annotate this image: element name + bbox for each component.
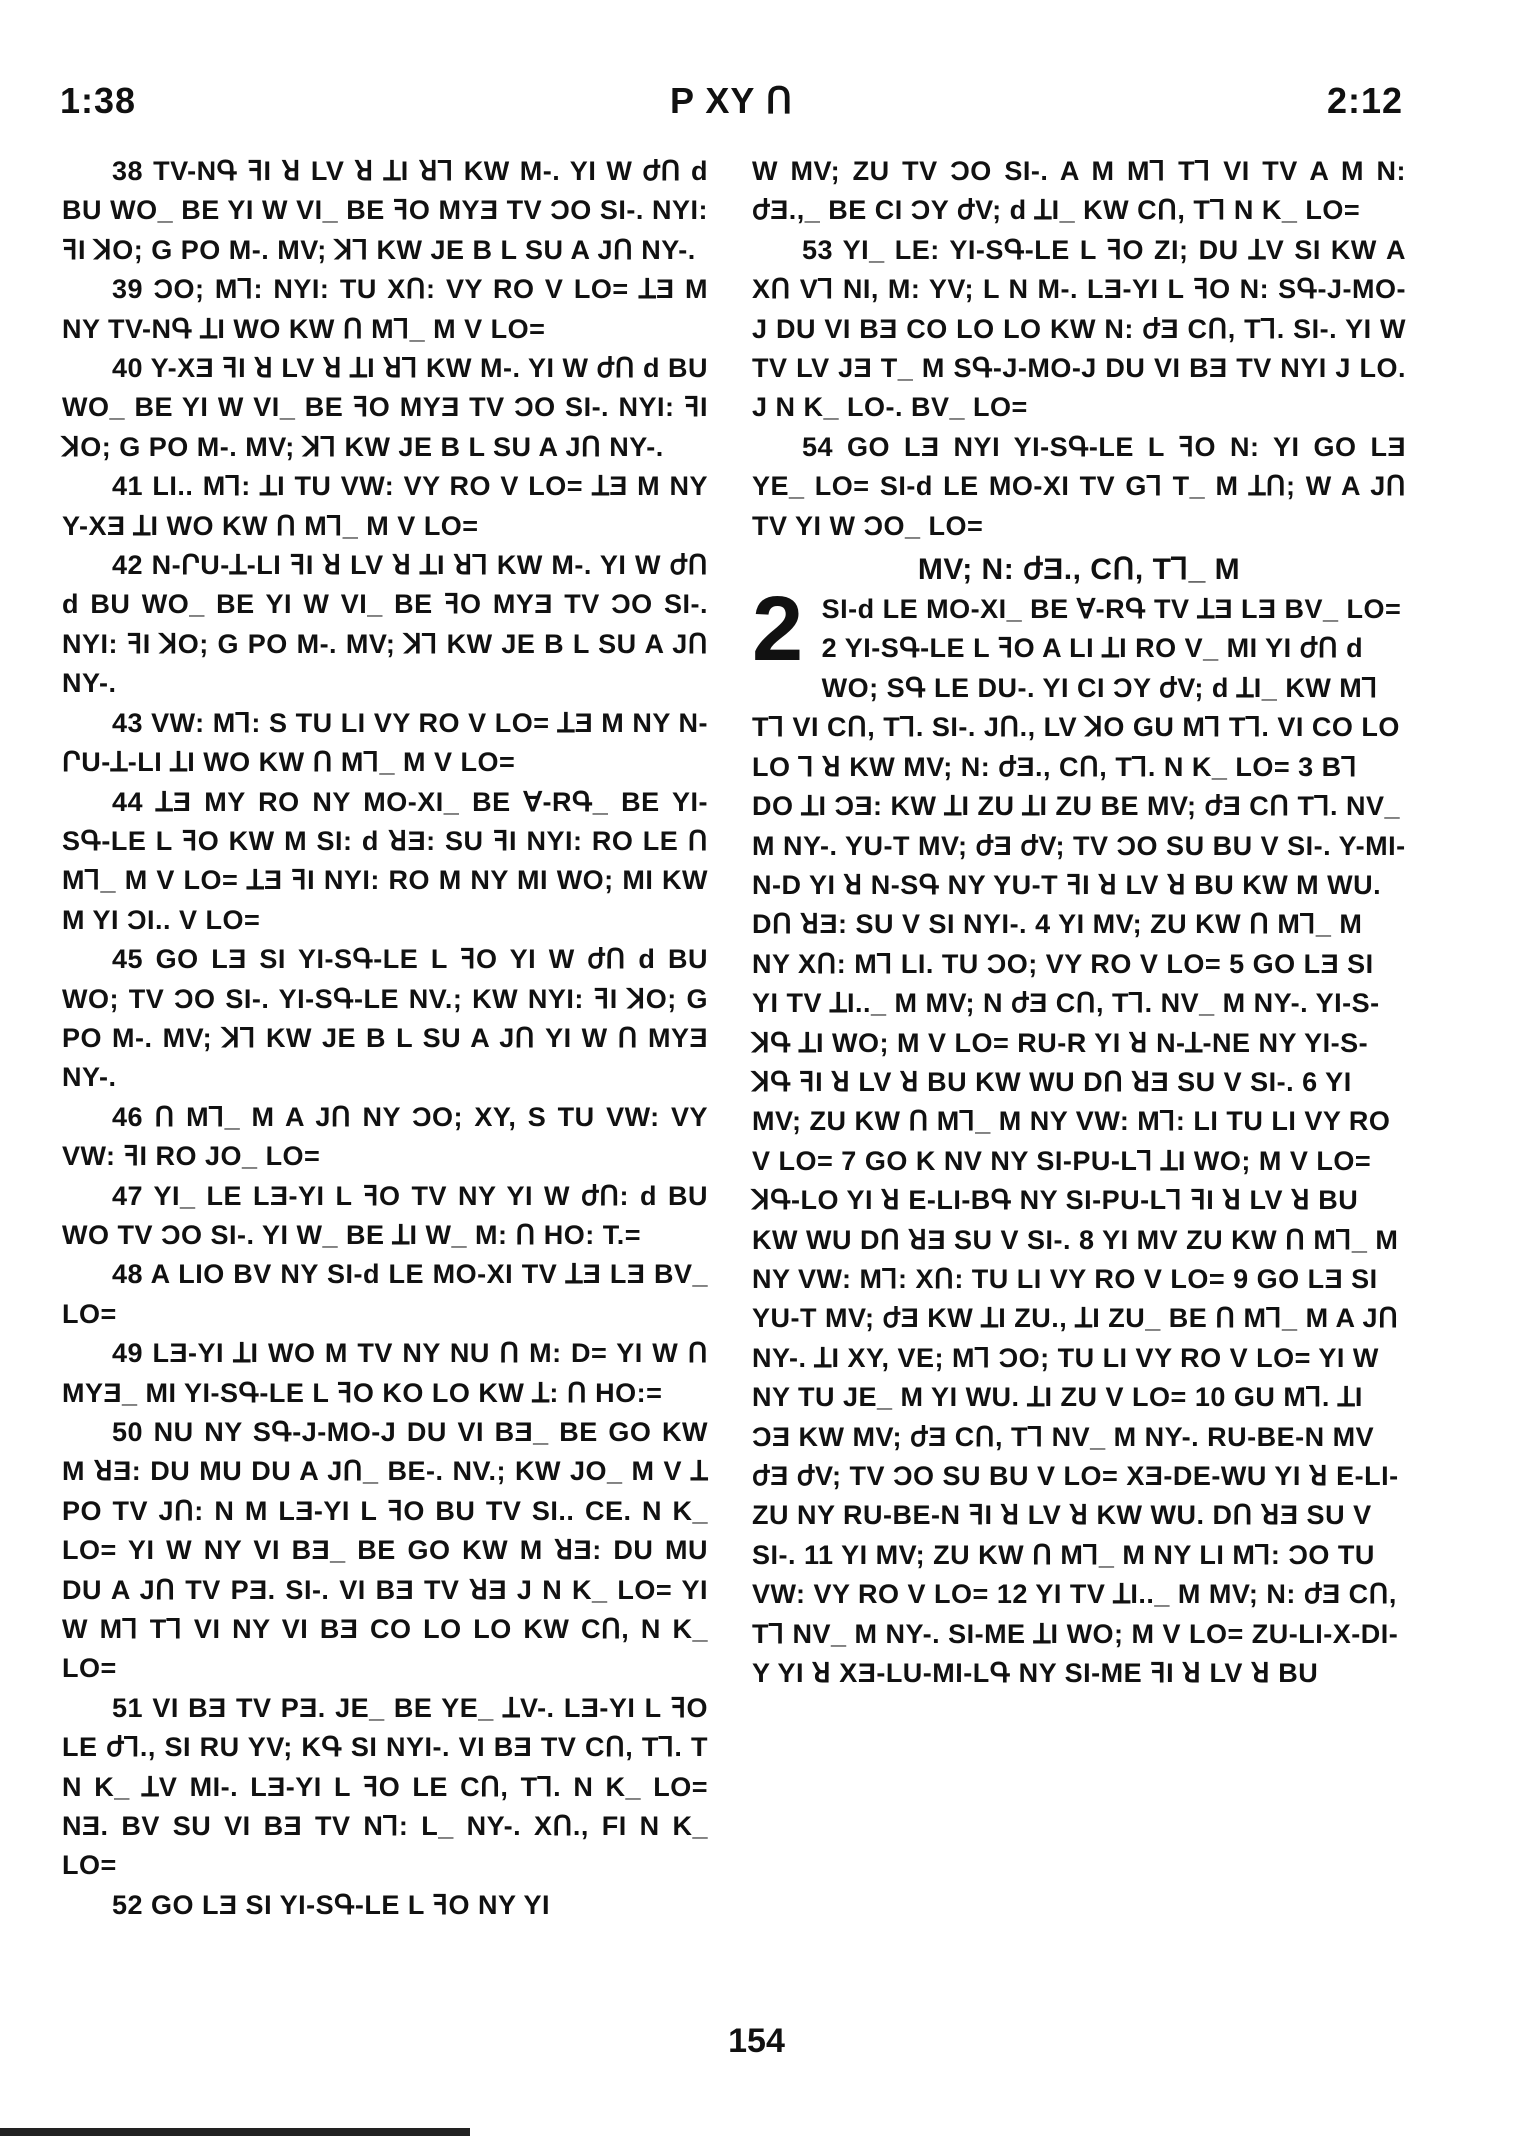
verse-text: LI.. Mꓶ: ꓕI TU VW: VY RO V LO= ꓕƎ M NY Y-XƎ ꓕI WO KW Ո Mꓶ_ M V LO=: [62, 471, 708, 541]
verse-text: YI TV ꓕI.._ M MV; N: ժƎ CՈ, Tꓶ NV_ M NY-. SI-ME ꓕI WO; M V LO= ZU-LI-X-DI-Y YI ꓤ XƎ-LU-MI-LԳ NY SI-ME ꟻI ꓤ LV ꓤ BU: [752, 1579, 1399, 1689]
verse-text: NU NY SԳ-J-MO-J DU VI BƎ_ BE GO KW M ꓤƎ: DU MU DU A JՈ_ BE-. NV.; KW JO_ M V ꓕ PO TV JՈ: N M LƎ-YI L ꟻO BU TV SI.. CE. N K_ LO= YI W NY VI BƎ_ BE GO KW M ꓤƎ: DU MU DU A JՈ TV PƎ. SI-. VI BƎ TV ꓤƎ J N K_ LO= YI W Mꓶ Tꓶ VI NY VI BƎ CO LO LO KW CՈ, N K_ LO=: [62, 1417, 708, 1684]
verse: [62, 1886, 708, 1925]
verse-number: 8: [1079, 1224, 1095, 1255]
verse-text: GO LƎ SI YU-T MV; ժƎ KW ꓕI ZU., ꓕI ZU_ BE Ո Mꓶ_ M A JՈ NY-. ꓕI XY, VE; Mꓶ ƆO; TU LI VY RO V LO= YI W NY TU JE_ M YI WU. ꓕI ZU V LO=: [752, 1263, 1399, 1413]
verse-text: GO LƎ SI YI-SԳ-LE L ꟻO NY YI: [143, 1889, 551, 1920]
verse-number: 51: [112, 1692, 144, 1723]
verse-text: YI_ LE: YI-SԳ-LE L ꟻO ZI; DU ꓕV SI KW A XՈ Vꓶ NI, M: YV; L N M-. LƎ-YI L ꟻO N: SԳ-J-MO-J DU VI BƎ CO LO LO KW N: ժƎ CՈ, Tꓶ. SI-. YI W TV LV JƎ T_ M SԳ-J-MO-J DU VI BƎ TV NYI J LO. J N K_ LO-. BV_ LO=: [752, 234, 1406, 423]
verse-number: 3: [1298, 751, 1314, 782]
verse-text: GO LƎ SI YI TV ꓕI.._ M MV; N ժƎ CՈ, Tꓶ. NV_ M NY-. YI-S-ꓘԳ ꓕI WO; M V LO= RU-R YI ꓤ N-ꓕ-NE NY YI-S-ꓘԳ ꟻI ꓤ LV ꓤ BU KW WU DՈ ꓤƎ SU V SI-.: [752, 948, 1380, 1097]
header-reference-left: 1:38: [60, 80, 137, 121]
verse: [752, 231, 1406, 428]
verse-text: Bꓶ DO ꓕI ƆƎ: KW ꓕI ZU ꓕI ZU BE MV; ժƎ CՈ Tꓶ. NV_ M NY-. YU-T MV; ժƎ ժV; TV ƆO SU BU V SI-. Y-MI-N-D YI ꓤ N-SԳ NY YU-T ꟻI ꓤ LV ꓤ BU KW M WU. DՈ ꓤƎ: SU V SI NYI-.: [752, 751, 1406, 940]
verse: [62, 1334, 708, 1413]
verse-number: 48: [112, 1259, 144, 1290]
continued-verse-text: W MV; ZU TV ƆO SI-. A M Mꓶ Tꓶ VI TV A M N: ժƎ.,_ BE CI ƆY ժV; d ꓕI_ KW CՈ, Tꓶ N K_ LO=: [752, 156, 1406, 226]
verse-number: 49: [112, 1338, 144, 1369]
verse-number: 52: [112, 1889, 144, 1920]
verse-number: 10: [1194, 1382, 1226, 1413]
section-heading: MV; N: ժƎ., CՈ, Tꓶ_ M: [917, 553, 1241, 587]
verse-number: 2: [821, 633, 838, 664]
left-text-column: [62, 152, 708, 1925]
page-number: 154: [728, 2022, 785, 2060]
verse-number: 4: [1035, 909, 1051, 940]
verse: [62, 1413, 708, 1689]
verse: [62, 940, 708, 1098]
verse-number: 43: [112, 707, 144, 738]
verse: [62, 1098, 708, 1177]
verse: [62, 783, 708, 941]
verse-text: GO LƎ SI YI-SԳ-LE L ꟻO YI W ժՈ d BU WO; TV ƆO SI-. YI-SԳ-LE NV.; KW NYI: ꟻI ꓘO; G PO M-. MV; ꓘꓶ KW JE B L SU A JՈ YI W Ո MYƎ NY-.: [62, 944, 708, 1093]
verse: [62, 349, 708, 467]
verse: [62, 467, 708, 546]
verse-number: 46: [112, 1101, 144, 1132]
verse: [62, 546, 708, 704]
verse-text: N-ՐU-ꓕ-LI ꟻI ꓤ LV ꓤ ꓕI ꓤꓶ KW M-. YI W ժՈ d BU WO_ BE YI W VI_ BE ꟻO MYƎ TV ƆO SI-. NYI: ꟻI ꓘO; G PO M-. MV; ꓘꓶ KW JE B L SU A JՈ NY-.: [62, 550, 708, 699]
verse-text: ƆO; Mꓶ: NYI: TU XՈ: VY RO V LO= ꓕƎ M NY TV-NԳ ꓕI WO KW Ո Mꓶ_ M V LO=: [62, 274, 708, 344]
verse-number: 53: [802, 234, 834, 265]
verse-number: 47: [112, 1180, 144, 1211]
header-book-title: P XY Ո: [669, 80, 794, 121]
verse-text: GU Mꓶ. ꓕI ƆƎ KW MV; ժƎ CՈ, Tꓶ NV_ M NY-. RU-BE-N MV ժƎ ժV; TV ƆO SU BU V LO= XƎ-DE-WU YI ꓤ E-LI-ZU NY RU-BE-N ꟻI ꓤ LV ꓤ KW WU. DՈ ꓤƎ SU V SI-.: [752, 1382, 1399, 1570]
verse-number: 45: [112, 944, 144, 975]
verse-text: YI MV ZU KW Ո Mꓶ_ M NY VW: Mꓶ: XՈ: TU LI VY RO V LO=: [752, 1224, 1399, 1294]
verse-text: TV-NԳ ꟻI ꓤ LV ꓤ ꓕI ꓤꓶ KW M-. YI W ժՈ d BU WO_ BE YI W VI_ BE ꟻO MYƎ TV ƆO SI-. NYI: ꟻI ꓘO; G PO M-. MV; ꓘꓶ KW JE B L SU A JՈ NY-.: [62, 156, 708, 265]
verse-number: 11: [804, 1539, 834, 1570]
verse-text: YI MV; ZU KW Ո Mꓶ_ M NY LI Mꓶ: ƆO TU VW: VY RO V LO=: [752, 1539, 1375, 1610]
verse-text: A LIO BV NY SI-d LE MO-XI TV ꓕƎ LƎ BV_ LO=: [62, 1259, 708, 1329]
verse-number: 41: [112, 471, 144, 502]
chapter-number: 2: [752, 578, 804, 681]
chapter-verse-list: [752, 633, 1406, 1688]
right-verse-list: [752, 231, 1406, 546]
verse-number: 50: [112, 1417, 144, 1447]
verse-text: VW: Mꓶ: S TU LI VY RO V LO= ꓕƎ M NY N-ՐU-ꓕ-LI ꓕI WO KW Ո Mꓶ_ M V LO=: [62, 707, 708, 778]
verse-number: 6: [1302, 1066, 1318, 1097]
verse: [62, 1689, 708, 1886]
verse-number: 44: [112, 786, 144, 817]
header-reference-right: 2:12: [1326, 80, 1403, 121]
verse-number: 9: [1233, 1263, 1249, 1294]
verse: [62, 152, 708, 270]
verse: [62, 704, 708, 783]
verse-text: GO K NV NY SI-PU-Lꓶ ꓕI WO; M V LO= ꓘԳ-LO YI ꓤ E-LI-BԳ NY SI-PU-Lꓶ ꟻI ꓤ LV ꓤ BU KW WU DՈ ꓤƎ SU V SI-.: [752, 1145, 1372, 1255]
verse-number: 39: [112, 274, 144, 305]
running-header: [60, 80, 1403, 130]
verse-text: GO LƎ NYI YI-SԳ-LE L ꟻO N: YI GO LƎ YE_ LO= SI-d LE MO-XI TV Gꓶ T_ M ꓕՈ; W A JՈ TV YI W ƆO_ LO=: [752, 431, 1406, 541]
verse-text: YI MV; ZU KW Ո Mꓶ_ M NY VW: Mꓶ: LI TU LI VY RO V LO=: [752, 1066, 1391, 1176]
right-text-column: [752, 152, 1406, 1693]
verse-text: Ո Mꓶ_ M A JՈ NY ƆO; XY, S TU VW: VY VW: ꟻI RO JO_ LO=: [62, 1101, 708, 1172]
verse-number: 40: [112, 353, 144, 384]
verse-text: VI BƎ TV PƎ. JE_ BE YE_ ꓕV-. LƎ-YI L ꟻO LE ժꓶ., SI RU YV; KԳ SI NYI-. VI BƎ TV CՈ, Tꓶ. T N K_ ꓕV MI-. LƎ-YI L ꟻO LE CՈ, Tꓶ. N K_ LO= NƎ. BV SU VI BƎ TV Nꓶ: L_ NY-. XՈ., FI N K_ LO=: [62, 1692, 708, 1881]
chapter-intro: SI-d LE MO-XI_ BE Ɐ-RԳ TV ꓕƎ LƎ BV_ LO=: [821, 594, 1402, 625]
verse-number: 7: [841, 1145, 857, 1176]
verse-text: ꓕƎ MY RO NY MO-XI_ BE Ɐ-RԳ_ BE YI-SԳ-LE L ꟻO KW M SI: d ꓤƎ: SU ꟻI NYI: RO LE Ո Mꓶ_ M V LO= ꓕƎ ꟻI NYI: RO M NY MI WO; MI KW M YI ƆI.. V LO=: [62, 786, 708, 935]
verse-number: 12: [996, 1579, 1028, 1610]
chapter-block: [752, 578, 1406, 1693]
verse: [62, 1255, 708, 1334]
verse-number: 5: [1229, 948, 1245, 979]
scan-edge-line: [0, 2128, 470, 2136]
verse: [62, 1177, 708, 1256]
verse-number: 38: [112, 156, 144, 186]
verse-text: YI MV; ZU KW Ո Mꓶ_ M NY XՈ: Mꓶ LI. TU ƆO; VY RO V LO=: [752, 909, 1363, 979]
verse-text: YI_ LE LƎ-YI L ꟻO TV NY YI W ժՈ: d BU WO TV ƆO SI-. YI W_ BE ꓕI W_ M: Ո HO: T.=: [62, 1180, 708, 1250]
verse-text: YI-SԳ-LE L ꟻO A LI ꓕI RO V_ MI YI ժՈ d WO; SԳ LE DU-. YI CI ƆY ժV; d ꓕI_ KW Mꓶ Tꓶ VI CՈ, Tꓶ. SI-. JՈ., LV ꓘO GU Mꓶ Tꓶ. VI CO LO LO ꓶ ꓤ KW MV; N: ժƎ., CՈ, Tꓶ. N K_ LO=: [752, 633, 1400, 782]
verse-number: 42: [112, 550, 144, 581]
verse-text: Y-XƎ ꟻI ꓤ LV ꓤ ꓕI ꓤꓶ KW M-. YI W ժՈ d BU WO_ BE YI W VI_ BE ꟻO MYƎ TV ƆO SI-. NYI: ꟻI ꓘO; G PO M-. MV; ꓘꓶ KW JE B L SU A JՈ NY-.: [62, 353, 708, 462]
verse: [62, 270, 708, 349]
verse-text: LƎ-YI ꓕI WO M TV NY NU Ո M: D= YI W Ո MYƎ_ MI YI-SԳ-LE L ꟻO KO LO KW ꓕ: Ո HO:=: [62, 1338, 708, 1408]
verse: [752, 428, 1406, 546]
verse-number: 54: [802, 431, 834, 462]
